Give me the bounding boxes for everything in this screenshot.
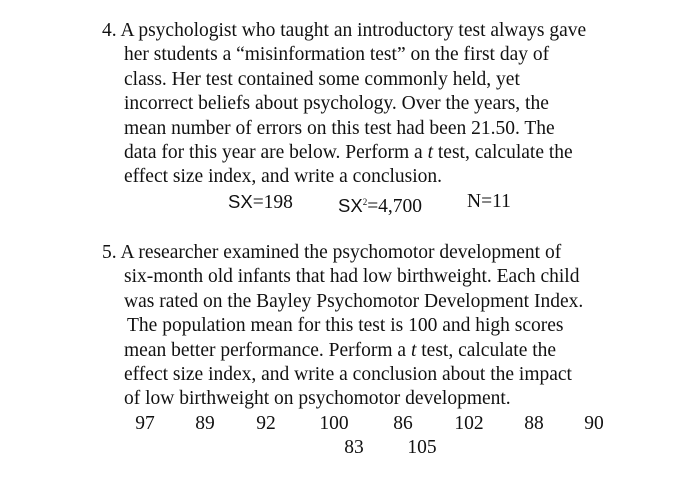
problem-5-line-6: effect size index, and write a conclusion about the impact (124, 363, 572, 385)
sum-x-stat: SX=198 (228, 190, 293, 213)
sum-x-squared-stat: $SX^2=4,700$ (338, 194, 423, 217)
problem-5-line-5: mean better performance. Perform a t test, calculate the (124, 339, 557, 361)
problem-5-line-4: The population mean for this test is 100 and high scores (127, 315, 564, 337)
score-value: 89 (195, 412, 215, 434)
problem-4-line-4: incorrect beliefs about psychology. Over the years, the (124, 93, 549, 115)
problem-4-line-5: mean number of errors on this test had been 21.50. The (124, 117, 555, 139)
score-value: 105 (407, 437, 437, 459)
score-value: 88 (524, 412, 544, 434)
score-value: 90 (584, 412, 604, 434)
sample-size-stat: N=11 (467, 190, 511, 212)
problem-4-summary-stats (102, 190, 662, 217)
score-value: 92 (256, 412, 276, 434)
problem-5-line-3: was rated on the Bayley Psychomotor Development Index. (124, 290, 584, 312)
problem-5-line-1: 5. A researcher examined the psychomotor development of (102, 242, 562, 263)
score-value: 97 (135, 412, 155, 434)
problem-4 (102, 19, 662, 217)
problem-4-line-2: her students a “misinformation test” on the first day of (124, 44, 550, 66)
problem-5-line-7: of low birthweight on psychomotor development. (124, 388, 511, 410)
score-value: 86 (393, 412, 413, 434)
scores-row-1 (102, 412, 662, 436)
problem-5 (102, 241, 662, 461)
score-value: 83 (344, 437, 364, 459)
problem-4-line-6: data for this year are below. Perform a t test, calculate the (124, 141, 573, 163)
score-value: 100 (319, 412, 349, 434)
problem-5-line-2: six-month old infants that had low birthweight. Each child (124, 266, 580, 288)
problem-4-number: 4. (102, 20, 117, 41)
problem-4-line-3: class. Her test contained some commonly held, yet (124, 68, 520, 90)
score-value: 102 (454, 412, 484, 434)
scores-row-2 (102, 436, 662, 460)
problem-4-line-7: effect size index, and write a conclusion. (124, 166, 443, 188)
problem-5-number: 5. (102, 242, 117, 263)
problem-4-line-1: 4. A psychologist who taught an introductory test always gave (102, 20, 587, 41)
